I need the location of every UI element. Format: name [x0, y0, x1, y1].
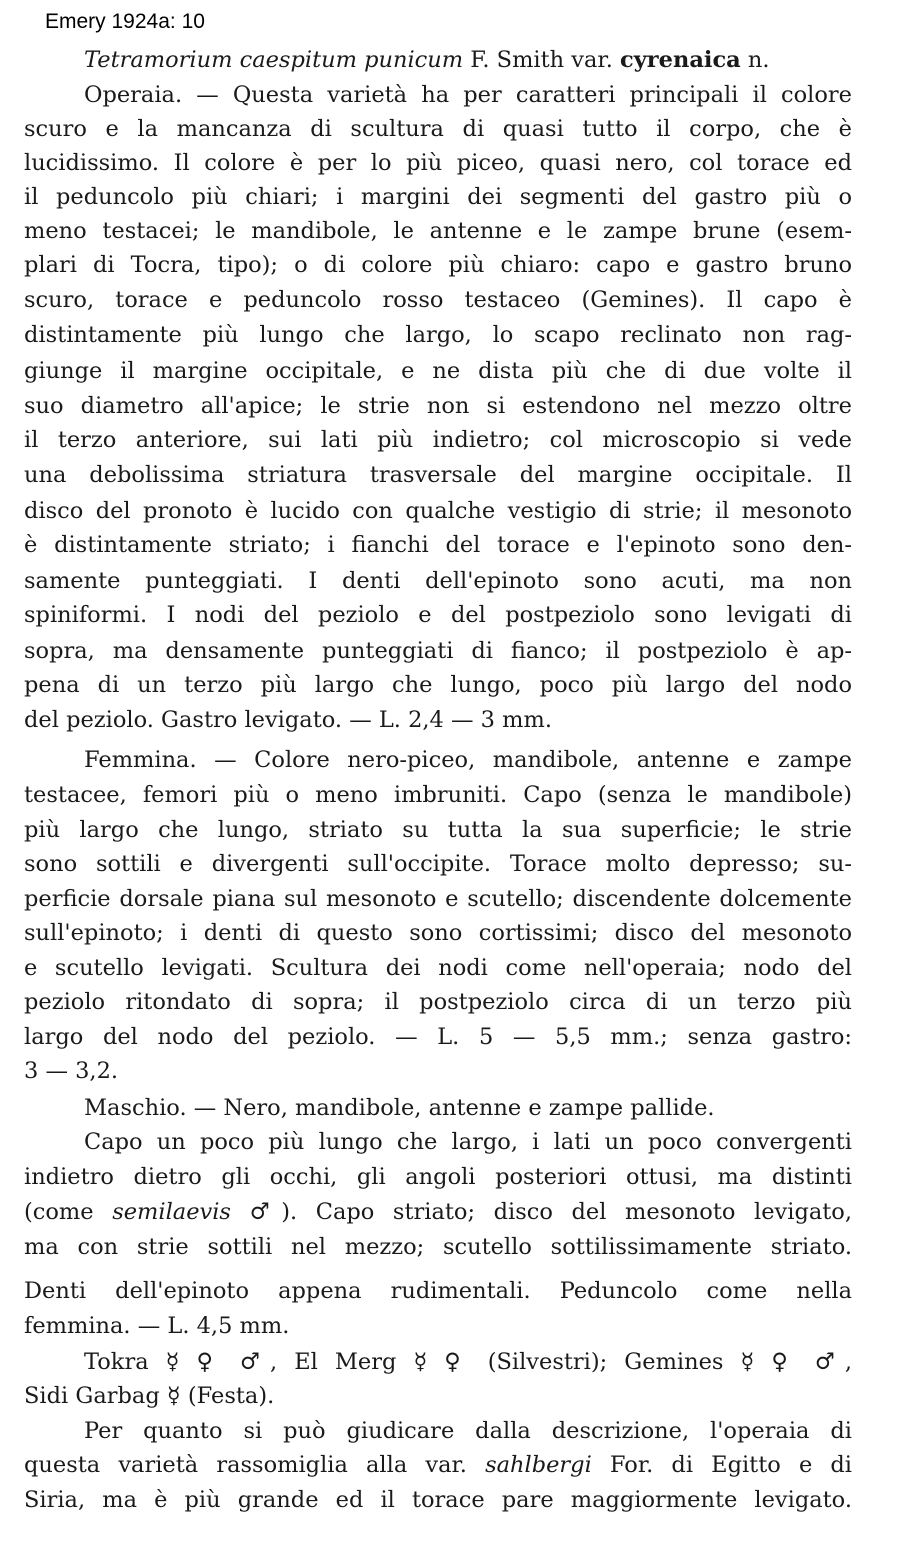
paragraph-line: testacee, femori più o meno imbruniti. Capo (senza le mandibole): [24, 782, 852, 808]
citation-label: Emery 1924a: 10: [45, 10, 205, 33]
paragraph-line: e scutello levigati. Scultura dei nodi come nell'operaia; nodo del: [24, 955, 852, 981]
paragraph-line: perficie dorsale piana sul mesonoto e scutello; discendente dolcemente: [24, 886, 852, 912]
paragraph-line: Siria, ma è più grande ed il torace pare maggiormente levigato.: [24, 1487, 852, 1513]
paragraph-line: spiniformi. I nodi del peziolo e del postpeziolo sono levigati di: [24, 602, 852, 628]
species-name: sahlbergi: [485, 1452, 592, 1478]
paragraph-line: disco del pronoto è lucido con qualche vestigio di strie; il mesonoto: [24, 498, 852, 524]
text-span: For. di Egitto e di: [591, 1452, 852, 1478]
paragraph-line: pena di un terzo più largo che lungo, poco più largo del nodo: [24, 672, 852, 698]
taxon-name: Tetramorium caespitum punicum: [84, 47, 464, 73]
paragraph-line: Denti dell'epinoto appena rudimentali. Peduncolo come nella: [24, 1278, 852, 1304]
paragraph-line: suo diametro all'apice; le strie non si estendono nel mezzo oltre: [24, 393, 852, 419]
paragraph-line: una debolissima striatura trasversale del margine occipitale. Il: [24, 462, 852, 488]
paragraph-line: Operaia. — Questa varietà ha per caratteri principali il colore: [84, 82, 852, 108]
taxon-title: [84, 43, 852, 77]
paragraph-line: largo del nodo del peziolo. — L. 5 — 5,5 mm.; senza gastro:: [24, 1024, 852, 1050]
variety-name: cyrenaica: [620, 47, 741, 73]
paragraph-line: sopra, ma densamente punteggiati di fianco; il postpeziolo è ap-: [24, 638, 852, 664]
taxon-author: F. Smith var.: [463, 47, 621, 73]
paragraph-line: scuro, torace e peduncolo rosso testaceo (Gemines). Il capo è: [24, 287, 852, 313]
paragraph-line: Tokra ☿ ♀ ♂, El Merg ☿ ♀ (Silvestri); Gemines ☿ ♀ ♂,: [84, 1349, 852, 1375]
paragraph-line: samente punteggiati. I denti dell'epinoto sono acuti, ma non: [24, 568, 852, 594]
text-span: (come: [24, 1199, 113, 1225]
paragraph-line: femmina. — L. 4,5 mm.: [24, 1313, 290, 1339]
species-name: semilaevis: [112, 1199, 231, 1225]
paragraph-line: meno testacei; le mandibole, le antenne e le zampe brune (esem-: [24, 218, 852, 244]
paragraph-line: Femmina. — Colore nero-piceo, mandibole, antenne e zampe: [84, 747, 852, 773]
paragraph-line: più largo che lungo, striato su tutta la sua superficie; le strie: [24, 817, 852, 843]
paragraph-line: distintamente più lungo che largo, lo scapo reclinato non rag-: [24, 322, 852, 348]
paragraph-line: Sidi Garbag ☿ (Festa).: [24, 1383, 275, 1409]
text-span: questa varietà rassomiglia alla var.: [24, 1452, 486, 1478]
paragraph-line: Maschio. — Nero, mandibole, antenne e zampe pallide.: [84, 1095, 715, 1121]
paragraph-line: plari di Tocra, tipo); o di colore più chiaro: capo e gastro bruno: [24, 252, 852, 278]
paragraph-line: 3 — 3,2.: [24, 1058, 119, 1084]
paragraph-line: peziolo ritondato di sopra; il postpeziolo circa di un terzo più: [24, 989, 852, 1015]
paragraph-line: sono sottili e divergenti sull'occipite. Torace molto depresso; su-: [24, 851, 852, 877]
paragraph-line: [24, 1195, 852, 1229]
paragraph-line: ma con strie sottili nel mezzo; scutello sottilissimamente striato.: [24, 1234, 852, 1260]
paragraph-line: [24, 1448, 852, 1482]
paragraph-line: scuro e la mancanza di scultura di quasi tutto il corpo, che è: [24, 116, 852, 142]
paragraph-line: giunge il margine occipitale, e ne dista più che di due volte il: [24, 358, 852, 384]
paragraph-line: il terzo anteriore, sui lati più indietro; col microscopio si vede: [24, 427, 852, 453]
taxon-suffix: n.: [740, 47, 770, 73]
paragraph-line: è distintamente striato; i fianchi del torace e l'epinoto sono den-: [24, 532, 852, 558]
paragraph-line: Per quanto si può giudicare dalla descrizione, l'operaia di: [84, 1418, 852, 1444]
paragraph-line: il peduncolo più chiari; i margini dei segmenti del gastro più o: [24, 184, 852, 210]
text-span: ♂). Capo striato; disco del mesonoto levigato,: [230, 1199, 852, 1225]
paragraph-line: sull'epinoto; i denti di questo sono cortissimi; disco del mesonoto: [24, 920, 852, 946]
paragraph-line: Capo un poco più lungo che largo, i lati un poco convergenti: [84, 1129, 852, 1155]
paragraph-line: lucidissimo. Il colore è per lo più piceo, quasi nero, col torace ed: [24, 150, 852, 176]
paragraph-line: del peziolo. Gastro levigato. — L. 2,4 — 3 mm.: [24, 707, 552, 733]
paragraph-line: indietro dietro gli occhi, gli angoli posteriori ottusi, ma distinti: [24, 1164, 852, 1190]
